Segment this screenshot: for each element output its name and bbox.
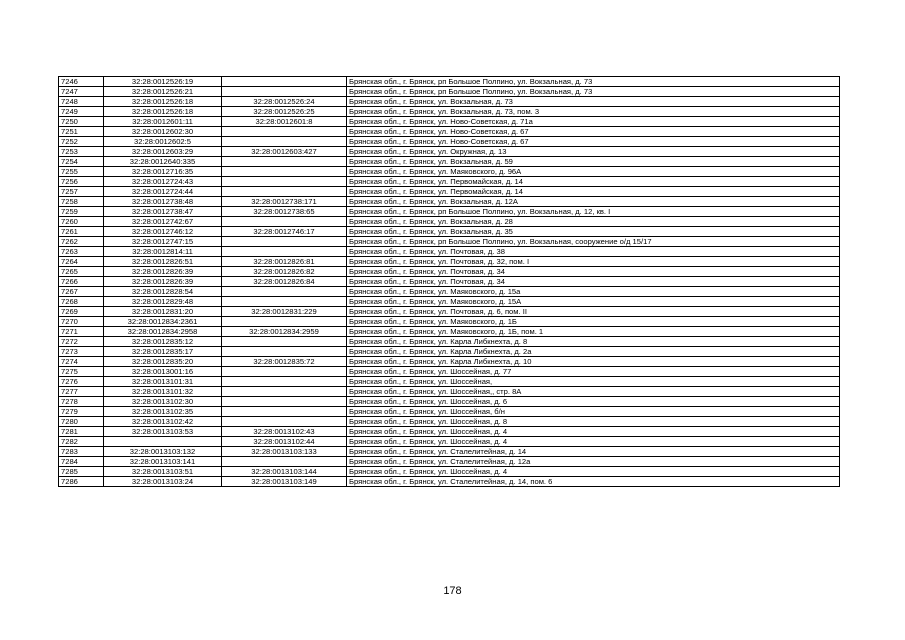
address-cell: Брянская обл., г. Брянск, ул. Окружная, д. 13 [347, 147, 840, 157]
parent-cadastral-number-cell: 32:28:0012601:8 [222, 117, 347, 127]
parent-cadastral-number-cell [222, 177, 347, 187]
parent-cadastral-number-cell: 32:28:0012738:171 [222, 197, 347, 207]
cadastral-number-cell: 32:28:0012829:48 [104, 297, 222, 307]
document-page [58, 76, 840, 487]
table-row [59, 477, 840, 487]
parent-cadastral-number-cell [222, 287, 347, 297]
row-number-cell: 7268 [59, 297, 104, 307]
cadastral-number-cell: 32:28:0012724:43 [104, 177, 222, 187]
address-cell: Брянская обл., г. Брянск, ул. Сталелитейная, д. 14, пом. 6 [347, 477, 840, 487]
table-row [59, 427, 840, 437]
table-row [59, 307, 840, 317]
cadastral-number-cell: 32:28:0013101:31 [104, 377, 222, 387]
parent-cadastral-number-cell [222, 87, 347, 97]
cadastral-number-cell: 32:28:0013103:53 [104, 427, 222, 437]
cadastral-number-cell: 32:28:0012826:39 [104, 277, 222, 287]
parent-cadastral-number-cell: 32:28:0012826:84 [222, 277, 347, 287]
parent-cadastral-number-cell: 32:28:0012826:82 [222, 267, 347, 277]
address-cell: Брянская обл., г. Брянск, ул. Шоссейная, д. 6 [347, 397, 840, 407]
table-row [59, 227, 840, 237]
table-row [59, 237, 840, 247]
row-number-cell: 7252 [59, 137, 104, 147]
cadastral-number-cell: 32:28:0012526:18 [104, 97, 222, 107]
address-cell: Брянская обл., г. Брянск, ул. Вокзальная, д. 12А [347, 197, 840, 207]
parent-cadastral-number-cell [222, 337, 347, 347]
row-number-cell: 7254 [59, 157, 104, 167]
address-cell: Брянская обл., г. Брянск, ул. Маяковского, д. 96А [347, 167, 840, 177]
row-number-cell: 7255 [59, 167, 104, 177]
table-row [59, 417, 840, 427]
parent-cadastral-number-cell [222, 297, 347, 307]
table-row [59, 457, 840, 467]
cadastral-number-cell: 32:28:0012640:335 [104, 157, 222, 167]
address-cell: Брянская обл., г. Брянск, ул. Почтовая, д. 32, пом. I [347, 257, 840, 267]
cadastral-number-cell: 32:28:0012826:39 [104, 267, 222, 277]
table-row [59, 137, 840, 147]
table-row [59, 117, 840, 127]
row-number-cell: 7281 [59, 427, 104, 437]
parent-cadastral-number-cell: 32:28:0012738:65 [222, 207, 347, 217]
table-row [59, 277, 840, 287]
table-row [59, 387, 840, 397]
parent-cadastral-number-cell: 32:28:0013103:149 [222, 477, 347, 487]
address-cell: Брянская обл., г. Брянск, рп Большое Полпино, ул. Вокзальная, д. 73 [347, 77, 840, 87]
address-cell: Брянская обл., г. Брянск, ул. Почтовая, д. 6, пом. II [347, 307, 840, 317]
row-number-cell: 7263 [59, 247, 104, 257]
row-number-cell: 7247 [59, 87, 104, 97]
address-cell: Брянская обл., г. Брянск, ул. Шоссейная, д. 4 [347, 437, 840, 447]
table-row [59, 287, 840, 297]
table-row [59, 197, 840, 207]
row-number-cell: 7277 [59, 387, 104, 397]
cadastral-number-cell: 32:28:0012835:17 [104, 347, 222, 357]
cadastral-number-cell: 32:28:0012814:11 [104, 247, 222, 257]
cadastral-number-cell: 32:28:0012526:19 [104, 77, 222, 87]
row-number-cell: 7246 [59, 77, 104, 87]
row-number-cell: 7264 [59, 257, 104, 267]
cadastral-number-cell: 32:28:0013102:42 [104, 417, 222, 427]
parent-cadastral-number-cell [222, 127, 347, 137]
table-row [59, 187, 840, 197]
parent-cadastral-number-cell: 32:28:0012831:229 [222, 307, 347, 317]
table-row [59, 77, 840, 87]
parent-cadastral-number-cell [222, 457, 347, 467]
table-row [59, 467, 840, 477]
address-cell: Брянская обл., г. Брянск, ул. Вокзальная, д. 73 [347, 97, 840, 107]
table-row [59, 107, 840, 117]
table-row [59, 357, 840, 367]
cadastral-number-cell: 32:28:0012602:30 [104, 127, 222, 137]
parent-cadastral-number-cell [222, 167, 347, 177]
parent-cadastral-number-cell: 32:28:0013102:44 [222, 437, 347, 447]
row-number-cell: 7286 [59, 477, 104, 487]
parent-cadastral-number-cell [222, 367, 347, 377]
address-cell: Брянская обл., г. Брянск, ул. Вокзальная, д. 28 [347, 217, 840, 227]
cadastral-number-cell: 32:28:0012831:20 [104, 307, 222, 317]
row-number-cell: 7275 [59, 367, 104, 377]
address-cell: Брянская обл., г. Брянск, ул. Ново-Советская, д. 71а [347, 117, 840, 127]
cadastral-number-cell: 32:28:0012746:12 [104, 227, 222, 237]
parent-cadastral-number-cell: 32:28:0012526:24 [222, 97, 347, 107]
cadastral-number-cell: 32:28:0012747:15 [104, 237, 222, 247]
address-cell: Брянская обл., г. Брянск, ул. Первомайская, д. 14 [347, 187, 840, 197]
table-row [59, 317, 840, 327]
row-number-cell: 7269 [59, 307, 104, 317]
address-cell: Брянская обл., г. Брянск, ул. Шоссейная, д. 4 [347, 427, 840, 437]
table-row [59, 157, 840, 167]
row-number-cell: 7250 [59, 117, 104, 127]
cadastral-number-cell: 32:28:0012526:18 [104, 107, 222, 117]
address-cell: Брянская обл., г. Брянск, ул. Шоссейная, д. 77 [347, 367, 840, 377]
row-number-cell: 7258 [59, 197, 104, 207]
parent-cadastral-number-cell: 32:28:0012603:427 [222, 147, 347, 157]
address-cell: Брянская обл., г. Брянск, ул. Почтовая, д. 34 [347, 277, 840, 287]
cadastral-number-cell: 32:28:0012835:12 [104, 337, 222, 347]
row-number-cell: 7257 [59, 187, 104, 197]
address-cell: Брянская обл., г. Брянск, ул. Первомайская, д. 14 [347, 177, 840, 187]
table-row [59, 297, 840, 307]
table-row [59, 447, 840, 457]
table-row [59, 327, 840, 337]
parent-cadastral-number-cell: 32:28:0012746:17 [222, 227, 347, 237]
parent-cadastral-number-cell: 32:28:0013103:144 [222, 467, 347, 477]
parent-cadastral-number-cell [222, 217, 347, 227]
address-cell: Брянская обл., г. Брянск, ул. Карла Либкнехта, д. 8 [347, 337, 840, 347]
address-cell: Брянская обл., г. Брянск, ул. Сталелитейная, д. 14 [347, 447, 840, 457]
address-cell: Брянская обл., г. Брянск, ул. Карла Либкнехта, д. 10 [347, 357, 840, 367]
cadastral-number-cell: 32:28:0012835:20 [104, 357, 222, 367]
cadastral-number-cell: 32:28:0012603:29 [104, 147, 222, 157]
row-number-cell: 7260 [59, 217, 104, 227]
parent-cadastral-number-cell [222, 187, 347, 197]
parent-cadastral-number-cell [222, 387, 347, 397]
cadastral-number-cell: 32:28:0012828:54 [104, 287, 222, 297]
table-row [59, 337, 840, 347]
cadastral-number-cell: 32:28:0013102:35 [104, 407, 222, 417]
address-cell: Брянская обл., г. Брянск, ул. Ново-Советская, д. 67 [347, 127, 840, 137]
address-cell: Брянская обл., г. Брянск, ул. Маяковского, д. 15а [347, 287, 840, 297]
parent-cadastral-number-cell [222, 377, 347, 387]
cadastral-number-cell: 32:28:0013001:16 [104, 367, 222, 377]
row-number-cell: 7248 [59, 97, 104, 107]
table-row [59, 87, 840, 97]
row-number-cell: 7262 [59, 237, 104, 247]
address-cell: Брянская обл., г. Брянск, ул. Шоссейная,, стр. 8А [347, 387, 840, 397]
row-number-cell: 7256 [59, 177, 104, 187]
parent-cadastral-number-cell [222, 77, 347, 87]
page-number: 178 [443, 585, 462, 597]
table-row [59, 407, 840, 417]
parent-cadastral-number-cell [222, 397, 347, 407]
cadastral-number-cell: 32:28:0012834:2361 [104, 317, 222, 327]
table-row [59, 367, 840, 377]
address-cell: Брянская обл., г. Брянск, ул. Маяковского, д. 1Б [347, 317, 840, 327]
row-number-cell: 7276 [59, 377, 104, 387]
row-number-cell: 7282 [59, 437, 104, 447]
row-number-cell: 7259 [59, 207, 104, 217]
row-number-cell: 7270 [59, 317, 104, 327]
row-number-cell: 7271 [59, 327, 104, 337]
parent-cadastral-number-cell [222, 417, 347, 427]
row-number-cell: 7278 [59, 397, 104, 407]
table-row [59, 397, 840, 407]
address-cell: Брянская обл., г. Брянск, ул. Шоссейная, [347, 377, 840, 387]
row-number-cell: 7280 [59, 417, 104, 427]
address-cell: Брянская обл., г. Брянск, ул. Почтовая, д. 38 [347, 247, 840, 257]
parent-cadastral-number-cell [222, 247, 347, 257]
address-cell: Брянская обл., г. Брянск, ул. Вокзальная, д. 73, пом. 3 [347, 107, 840, 117]
cadastral-number-cell: 32:28:0013102:30 [104, 397, 222, 407]
table-row [59, 127, 840, 137]
parent-cadastral-number-cell [222, 347, 347, 357]
row-number-cell: 7274 [59, 357, 104, 367]
row-number-cell: 7285 [59, 467, 104, 477]
row-number-cell: 7283 [59, 447, 104, 457]
parent-cadastral-number-cell: 32:28:0012835:72 [222, 357, 347, 367]
parent-cadastral-number-cell [222, 237, 347, 247]
parent-cadastral-number-cell [222, 317, 347, 327]
address-cell: Брянская обл., г. Брянск, ул. Ново-Советская, д. 67 [347, 137, 840, 147]
table-row [59, 167, 840, 177]
registry-table-body [59, 77, 840, 487]
property-registry-table [58, 76, 840, 487]
address-cell: Брянская обл., г. Брянск, ул. Сталелитейная, д. 12а [347, 457, 840, 467]
parent-cadastral-number-cell: 32:28:0012826:81 [222, 257, 347, 267]
address-cell: Брянская обл., г. Брянск, ул. Шоссейная, д. 8 [347, 417, 840, 427]
address-cell: Брянская обл., г. Брянск, ул. Вокзальная, д. 35 [347, 227, 840, 237]
row-number-cell: 7279 [59, 407, 104, 417]
row-number-cell: 7253 [59, 147, 104, 157]
parent-cadastral-number-cell: 32:28:0012834:2959 [222, 327, 347, 337]
address-cell: Брянская обл., г. Брянск, ул. Карла Либкнехта, д. 2а [347, 347, 840, 357]
address-cell: Брянская обл., г. Брянск, ул. Маяковского, д. 15А [347, 297, 840, 307]
parent-cadastral-number-cell: 32:28:0013103:133 [222, 447, 347, 457]
row-number-cell: 7273 [59, 347, 104, 357]
table-row [59, 437, 840, 447]
row-number-cell: 7284 [59, 457, 104, 467]
cadastral-number-cell: 32:28:0013101:32 [104, 387, 222, 397]
cadastral-number-cell [104, 437, 222, 447]
cadastral-number-cell: 32:28:0012826:51 [104, 257, 222, 267]
cadastral-number-cell: 32:28:0012834:2958 [104, 327, 222, 337]
address-cell: Брянская обл., г. Брянск, ул. Маяковского, д. 1Б, пом. 1 [347, 327, 840, 337]
cadastral-number-cell: 32:28:0013103:51 [104, 467, 222, 477]
table-row [59, 257, 840, 267]
address-cell: Брянская обл., г. Брянск, ул. Вокзальная, д. 59 [347, 157, 840, 167]
row-number-cell: 7265 [59, 267, 104, 277]
cadastral-number-cell: 32:28:0012724:44 [104, 187, 222, 197]
table-row [59, 147, 840, 157]
address-cell: Брянская обл., г. Брянск, рп Большое Полпино, ул. Вокзальная, д. 12, кв. I [347, 207, 840, 217]
parent-cadastral-number-cell: 32:28:0012526:25 [222, 107, 347, 117]
table-row [59, 177, 840, 187]
cadastral-number-cell: 32:28:0012601:11 [104, 117, 222, 127]
row-number-cell: 7267 [59, 287, 104, 297]
parent-cadastral-number-cell: 32:28:0013102:43 [222, 427, 347, 437]
parent-cadastral-number-cell [222, 157, 347, 167]
cadastral-number-cell: 32:28:0012738:47 [104, 207, 222, 217]
row-number-cell: 7251 [59, 127, 104, 137]
table-row [59, 247, 840, 257]
row-number-cell: 7266 [59, 277, 104, 287]
table-row [59, 207, 840, 217]
cadastral-number-cell: 32:28:0012526:21 [104, 87, 222, 97]
address-cell: Брянская обл., г. Брянск, рп Большое Полпино, ул. Вокзальная, д. 73 [347, 87, 840, 97]
table-row [59, 267, 840, 277]
parent-cadastral-number-cell [222, 407, 347, 417]
cadastral-number-cell: 32:28:0012742:67 [104, 217, 222, 227]
address-cell: Брянская обл., г. Брянск, ул. Почтовая, д. 34 [347, 267, 840, 277]
table-row [59, 97, 840, 107]
table-row [59, 377, 840, 387]
parent-cadastral-number-cell [222, 137, 347, 147]
table-row [59, 217, 840, 227]
cadastral-number-cell: 32:28:0012738:48 [104, 197, 222, 207]
row-number-cell: 7261 [59, 227, 104, 237]
cadastral-number-cell: 32:28:0013103:24 [104, 477, 222, 487]
address-cell: Брянская обл., г. Брянск, рп Большое Полпино, ул. Вокзальная, сооружение о/д 15/17 [347, 237, 840, 247]
cadastral-number-cell: 32:28:0012716:35 [104, 167, 222, 177]
cadastral-number-cell: 32:28:0013103:141 [104, 457, 222, 467]
row-number-cell: 7272 [59, 337, 104, 347]
row-number-cell: 7249 [59, 107, 104, 117]
cadastral-number-cell: 32:28:0013103:132 [104, 447, 222, 457]
address-cell: Брянская обл., г. Брянск, ул. Шоссейная, б/н [347, 407, 840, 417]
address-cell: Брянская обл., г. Брянск, ул. Шоссейная, д. 4 [347, 467, 840, 477]
table-row [59, 347, 840, 357]
cadastral-number-cell: 32:28:0012602:5 [104, 137, 222, 147]
